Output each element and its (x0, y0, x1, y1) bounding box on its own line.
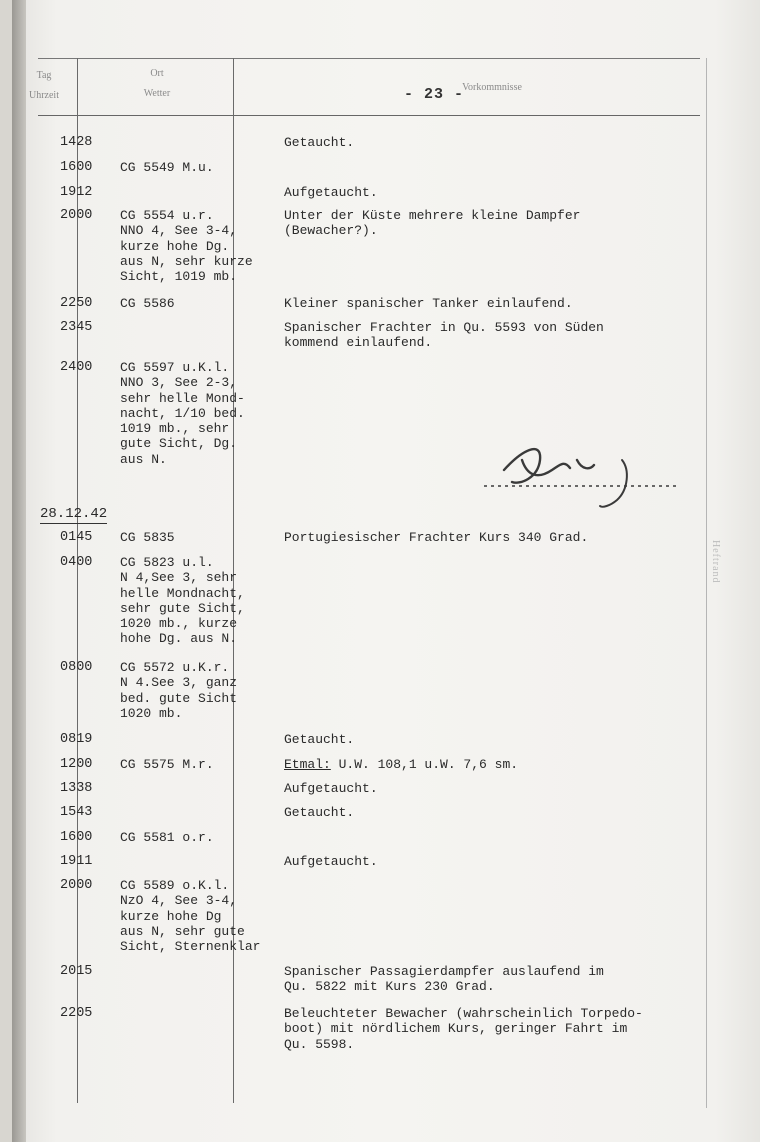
page-left-edge (12, 0, 26, 1142)
margin-line (706, 58, 707, 1108)
entry-time: 2000 (60, 208, 93, 223)
entry-event: Spanischer Passagierdampfer auslaufend im Qu. 5822 mit Kurs 230 Grad. (284, 964, 604, 995)
entry-time: 2015 (60, 964, 93, 979)
header-bottom-rule (38, 115, 700, 116)
etmal-label: Etmal: (284, 757, 331, 772)
entry-location-weather: CG 5575 M.r. (120, 757, 214, 772)
entry-location-weather: CG 5589 o.K.l. NzO 4, See 3-4, kurze hohe Dg aus N, sehr gute Sicht, Sternenklar (120, 878, 261, 955)
header-vorkommnisse: Vorkommnisse (462, 82, 522, 93)
entry-location-weather: CG 5597 u.K.l. NNO 3, See 2-3, sehr helle Mond- nacht, 1/10 bed. 1019 mb., sehr gute Sicht, Dg. aus N. (120, 360, 245, 467)
entry-time: 2000 (60, 878, 93, 893)
entry-time: 2400 (60, 360, 93, 375)
entry-event: Unter der Küste mehrere kleine Dampfer (Bewacher?). (284, 208, 581, 239)
entry-time: 1428 (60, 135, 93, 150)
entry-time: 2345 (60, 320, 93, 335)
entry-location-weather: CG 5554 u.r. NNO 4, See 3-4, kurze hohe Dg. aus N, sehr kurze Sicht, 1019 mb. (120, 208, 253, 285)
entry-time: 0800 (60, 660, 93, 675)
entry-event: Getaucht. (284, 732, 355, 747)
entry-event: Spanischer Frachter in Qu. 5593 von Süden kommend einlaufend. (284, 320, 604, 351)
entry-location-weather: CG 5823 u.l. N 4,See 3, sehr helle Mondnacht, sehr gute Sicht, 1020 mb., kurze hohe Dg. aus N. (120, 555, 245, 647)
side-margin-label: Heftrand (710, 540, 721, 584)
header-tag-uhrzeit: Tag Uhrzeit (29, 70, 59, 101)
entry-event: Aufgetaucht. (284, 781, 378, 796)
entry-location-weather: CG 5572 u.K.r. N 4.See 3, ganz bed. gute Sicht 1020 mb. (120, 660, 238, 721)
entry-event: Etmal: U.W. 108,1 u.W. 7,6 sm. (284, 757, 519, 772)
entry-location-weather: CG 5586 (120, 296, 175, 311)
table-top-rule (38, 58, 700, 59)
entry-location-weather: CG 5581 o.r. (120, 830, 214, 845)
entry-time: 1600 (60, 830, 93, 845)
entry-location-weather: CG 5549 M.u. (120, 160, 214, 175)
entry-location-weather: CG 5835 (120, 530, 175, 545)
entry-event: Beleuchteter Bewacher (wahrscheinlich Torpedo- boot) mit nördlichem Kurs, geringer Fahrt im Qu. 5598. (284, 1006, 643, 1052)
header-ort-wetter: Ort Wetter (143, 68, 171, 99)
date-heading: 28.12.42 (40, 506, 108, 522)
entry-time: 1912 (60, 185, 93, 200)
document-page (12, 0, 760, 1142)
entry-time: 1600 (60, 160, 93, 175)
entry-time: 0145 (60, 530, 93, 545)
signature (482, 430, 682, 520)
entry-event: Aufgetaucht. (284, 854, 378, 869)
entry-event: Portugiesischer Frachter Kurs 340 Grad. (284, 530, 589, 545)
entry-time: 1911 (60, 854, 93, 869)
entry-time: 1543 (60, 805, 93, 820)
entry-time: 1200 (60, 757, 93, 772)
entry-event: Kleiner spanischer Tanker einlaufend. (284, 296, 573, 311)
page-number: - 23 - (404, 86, 465, 103)
entry-time: 0400 (60, 555, 93, 570)
entry-time: 2250 (60, 296, 93, 311)
entry-time: 0819 (60, 732, 93, 747)
entry-event: Aufgetaucht. (284, 185, 378, 200)
entry-event: Getaucht. (284, 135, 355, 150)
entry-time: 2205 (60, 1006, 93, 1021)
entry-event: Getaucht. (284, 805, 355, 820)
entry-time: 1338 (60, 781, 93, 796)
